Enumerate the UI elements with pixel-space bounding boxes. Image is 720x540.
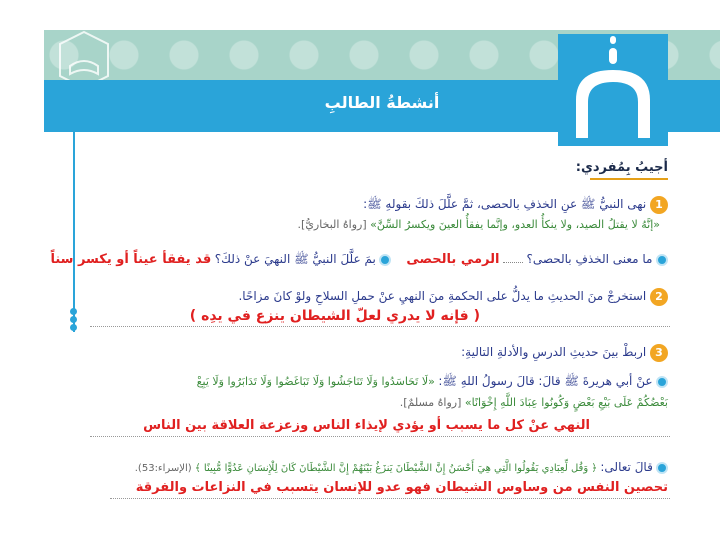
- item-2-intro: قالَ تعالى:: [600, 460, 653, 474]
- item-2-verse: ﴿ وَقُل لِّعِبَادِي يَقُولُوا الَّتِي هِيَ أَحْسَنُ إِنَّ الشَّيْطَانَ يَنزَغُ بَيْنَهُمْ إِنَّ الشَّيْطَانَ كَانَ لِلْإِنسَانِ عَدُوًّا مُّبِينًا ﴾: [194, 463, 598, 474]
- question-2-answer: ( فإنه لا يدري لعلّ الشيطان ينزع في يدِه ): [189, 308, 480, 324]
- answer-blank: [503, 262, 523, 263]
- subquestion-b: بمَ علَّلَ النبيُّ ﷺ النهيَ عنْ ذلكَ؟: [214, 252, 376, 266]
- subquestion-b-answer: قد يفقأ عيناً أو يكسر سناً: [50, 252, 212, 267]
- question-1-subquestions: [28, 252, 668, 269]
- subquestion-a-answer: الرمي بالحصى: [406, 252, 500, 267]
- answer-dotted-line: [90, 436, 670, 437]
- answer-dotted-line: [110, 498, 670, 499]
- item-1-hadith-a: «لَا تَحَاسَدُوا وَلَا تَنَاجَشُوا وَلَا تَبَاغَضُوا وَلَا تَدَابَرُوا وَلَا يَبِعْ: [196, 375, 435, 388]
- question-2-text: استخرجْ منَ الحديثِ ما يدلُّ على الحكمةِ منَ النهيِ عنْ حملِ السلاحِ ولوْ كانَ مزاحًا.: [238, 289, 647, 303]
- question-3-item-1: [38, 374, 668, 391]
- answer-dotted-line: [90, 326, 670, 327]
- item-2-source: (الإسراء:53).: [134, 463, 192, 474]
- question-3-item-2: [28, 460, 668, 474]
- subquestion-a: ما معنى الخذفِ بالحصى؟: [526, 252, 653, 266]
- mosque-arch-icon: [558, 34, 668, 146]
- page-title: أنشطةُ الطالبِ: [324, 93, 440, 112]
- item-1-intro: عنْ أبي هريرةَ ﷺ قالَ: قالَ رسولُ اللهِ ﷺ:: [438, 374, 653, 388]
- question-number-badge: 3: [650, 344, 668, 362]
- question-1-hadith-line: [60, 218, 660, 231]
- item-1-hadith-b: بَعْضُكُمْ عَلَى بَيْعِ بَعْضٍ وَكُونُوا عِبَادَ اللَّهِ إِخْوَانًا»: [464, 396, 668, 409]
- item-2-answer: تحصين النفس من وساوس الشيطان فهو عدو للإنسان يتسبب في النزاعات والفرقة: [135, 480, 668, 495]
- question-3-item-1-cont: [38, 396, 668, 409]
- item-1-answer: النهي عنْ كل ما يسبب أو يؤدي لإيذاء الناس وزعزعة العلاقة بين الناس: [143, 418, 590, 433]
- hadith-text: «إنَّهُ لا يقتلُ الصيد، ولا ينكأُ العدو، وإنَّما يفقأُ العينَ ويكسرُ السِّنَّ»: [370, 218, 660, 231]
- section-heading: أجيبُ بِمُفردي:: [575, 160, 668, 175]
- line-dot: [70, 308, 77, 315]
- hadith-source: [رواهُ البخاريُّ].: [297, 218, 367, 231]
- line-dot: [70, 316, 77, 323]
- line-dot: [70, 324, 77, 331]
- bullet-icon: [379, 254, 391, 266]
- question-2-line: [68, 288, 668, 306]
- bullet-icon: [656, 254, 668, 266]
- question-3-line: [68, 344, 668, 362]
- question-number-badge: 1: [650, 196, 668, 214]
- bullet-icon: [656, 376, 668, 388]
- question-3-text: اربطْ بينَ حديثِ الدرسِ والأدلةِ التاليةِ:: [461, 345, 647, 359]
- question-1-intro: [68, 196, 668, 214]
- question-1-text: نهى النبيُّ ﷺ عنِ الخذفِ بالحصى، ثمَّ علَّلَ ذلكَ بقولهِ ﷺ:: [363, 197, 647, 211]
- question-number-badge: 2: [650, 288, 668, 306]
- heading-underline: [590, 178, 668, 180]
- item-1-source: [رواهُ مسلمٌ].: [399, 396, 462, 409]
- bullet-icon: [656, 462, 668, 474]
